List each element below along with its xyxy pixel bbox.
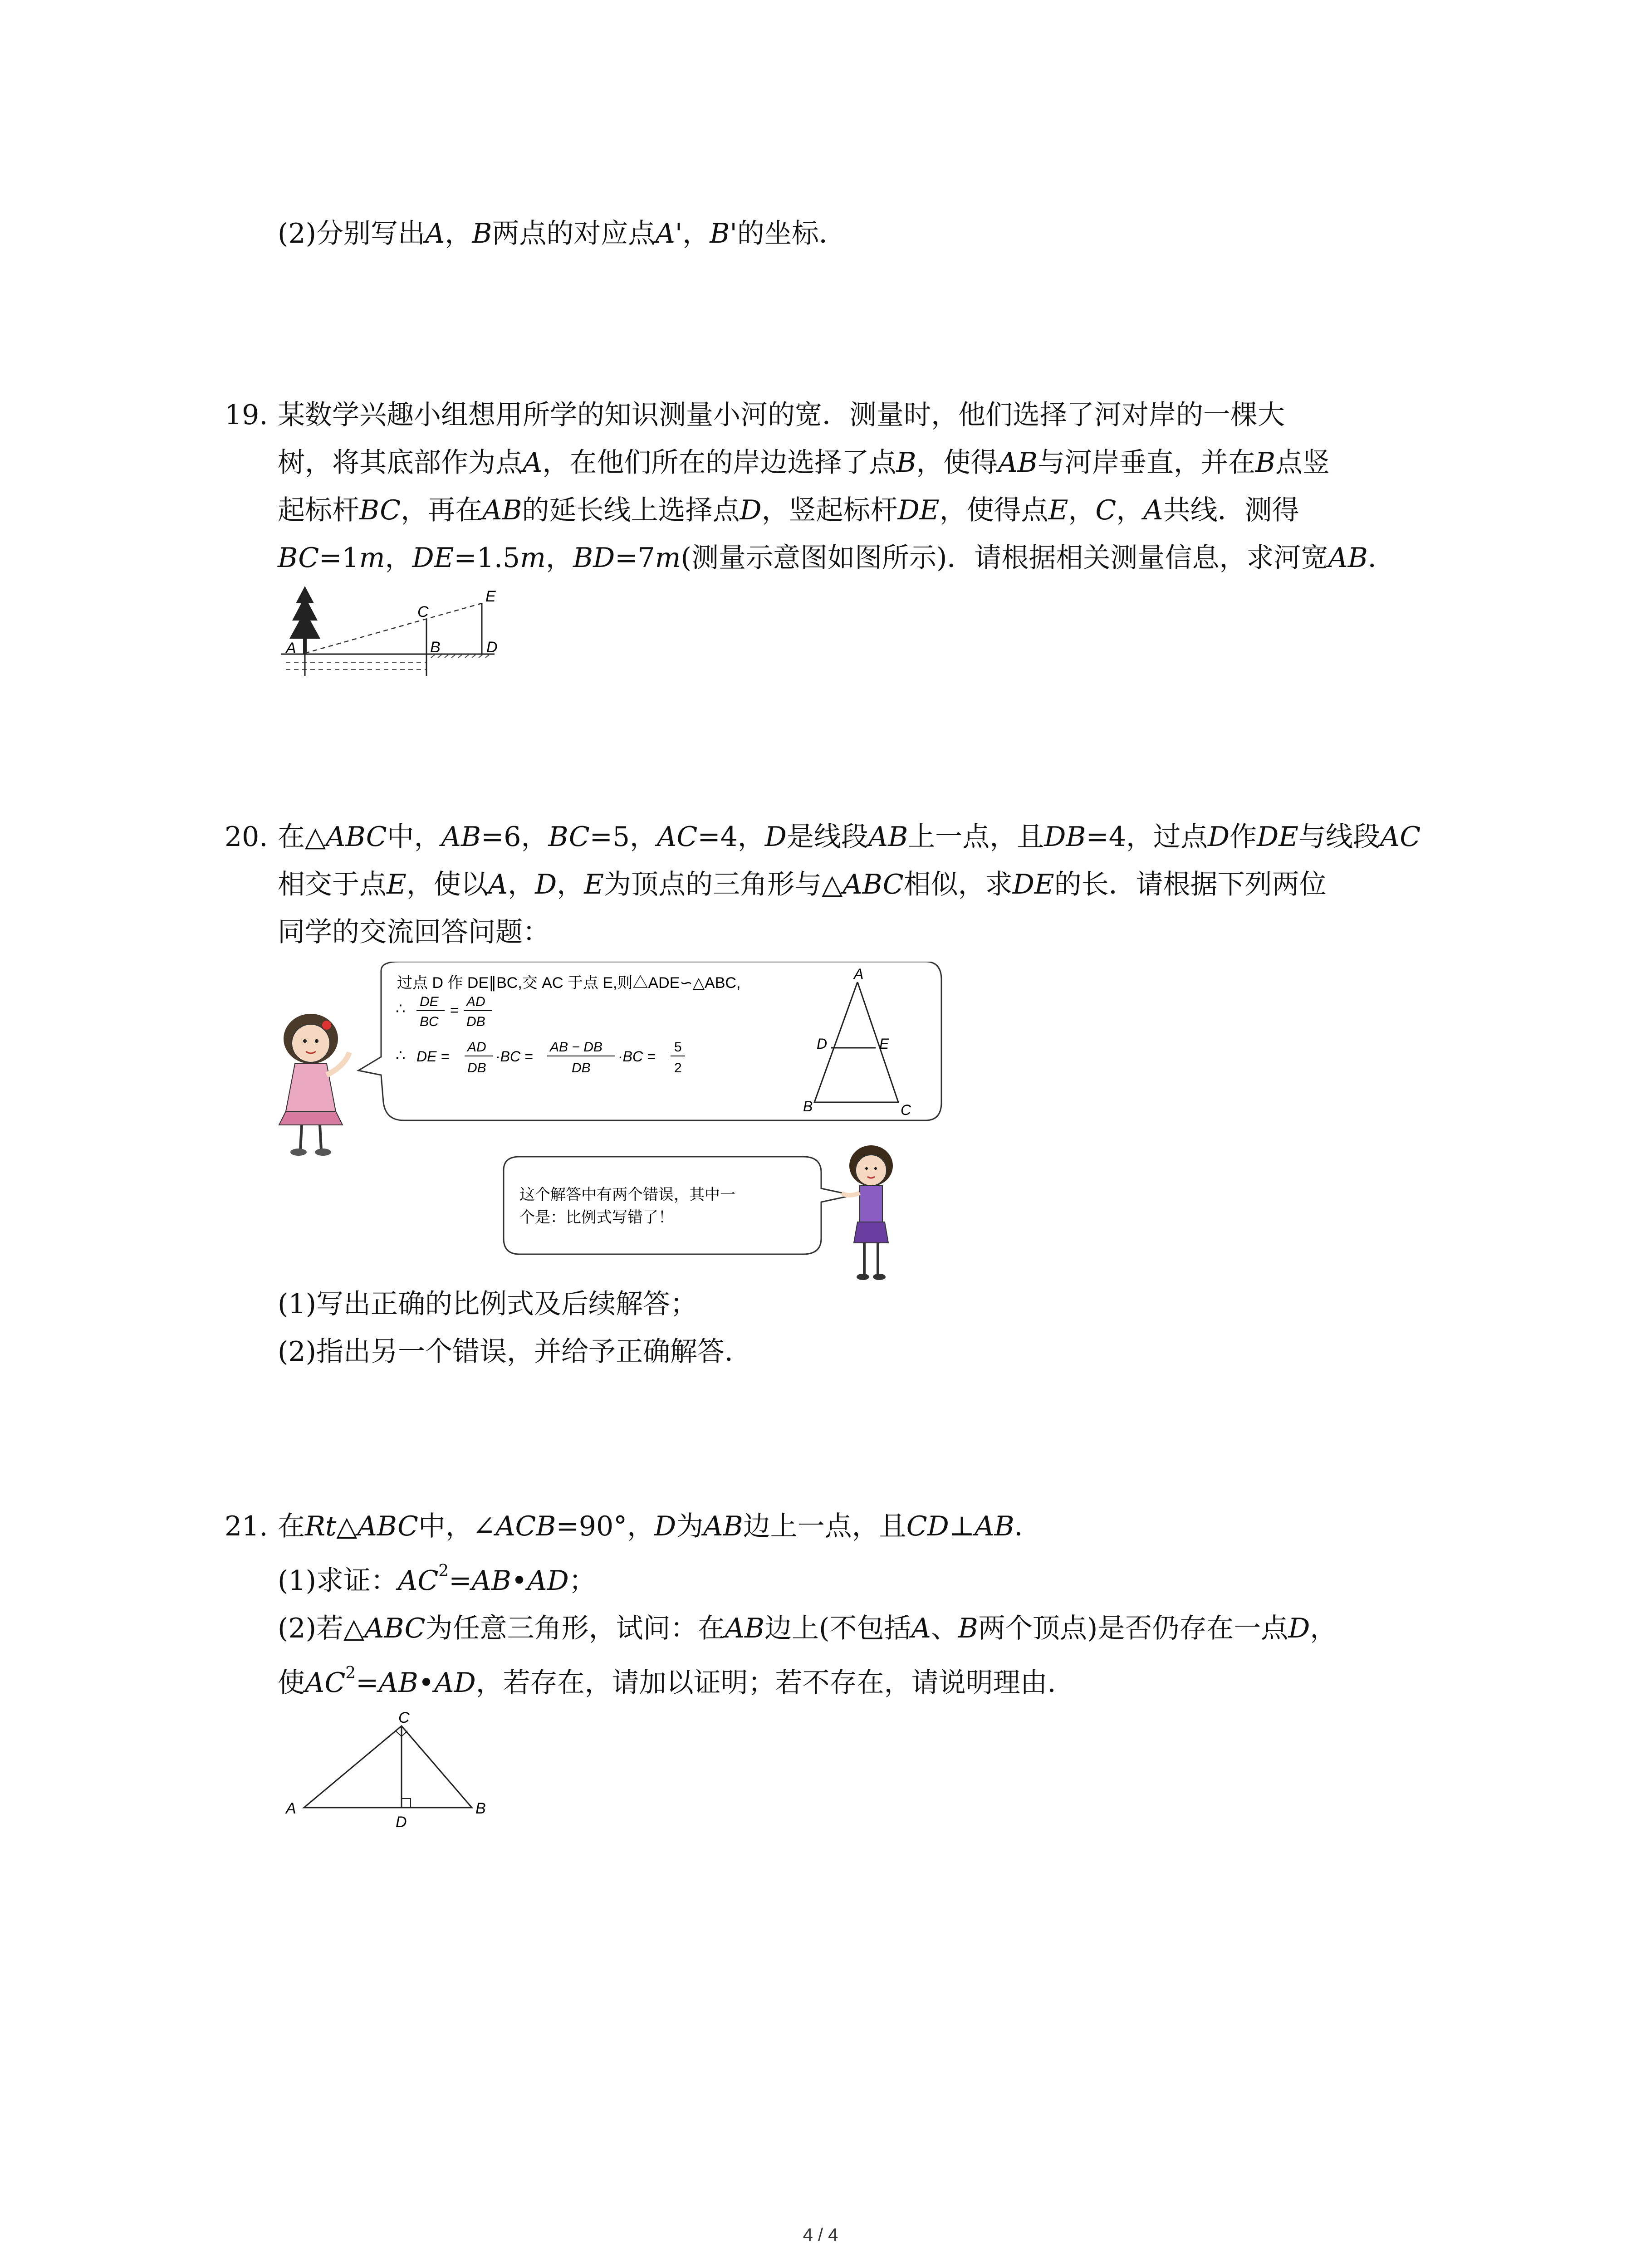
fig21-label-b: B bbox=[475, 1800, 486, 1817]
fig-label-c: C bbox=[417, 603, 429, 621]
q18-part2: (2)分别写出A，B两点的对应点A'，B'的坐标． bbox=[278, 218, 846, 249]
frac2-num: AD bbox=[466, 994, 485, 1009]
fig-label-e: E bbox=[485, 588, 496, 605]
bubble1-line1: 过点 D 作 DE∥BC,交 AC 于点 E,则△ADE∽△ABC, bbox=[397, 974, 741, 992]
girl-cartoon-icon-2 bbox=[842, 1145, 893, 1280]
q21-line-1: 21. 在Rt△ABC中，∠ACB=90°，D为AB边上一点，且CD⊥AB． bbox=[225, 1510, 1042, 1542]
page-number: 4 / 4 bbox=[803, 2225, 838, 2245]
frac1-num: DE bbox=[420, 994, 439, 1009]
q19-line-1: 19. 某数学兴趣小组想用所学的知识测量小河的宽．测量时，他们选择了河对岸的一棵大 bbox=[225, 399, 1285, 431]
fig-label-d: D bbox=[486, 639, 498, 656]
tri-label-b: B bbox=[803, 1098, 813, 1114]
tri-label-a: A bbox=[854, 966, 864, 982]
fig-label-a: A bbox=[286, 640, 296, 657]
tri-label-c: C bbox=[901, 1102, 911, 1118]
frac5-den: 2 bbox=[674, 1061, 682, 1075]
frac3-den: DB bbox=[467, 1061, 486, 1075]
frac2-den: DB bbox=[466, 1014, 485, 1029]
q20-part1: (1)写出正确的比例式及后续解答； bbox=[278, 1288, 697, 1320]
girl-cartoon-icon bbox=[279, 1014, 349, 1156]
bubble2-line2: 个是：比例式写错了！ bbox=[519, 1208, 674, 1227]
q21-right-triangle-figure bbox=[277, 1710, 495, 1837]
de-lhs: DE = bbox=[416, 1048, 450, 1065]
frac4-num: AB − DB bbox=[550, 1040, 603, 1055]
bubble2-line1: 这个解答中有两个错误，其中一 bbox=[519, 1186, 735, 1204]
tri-label-d: D bbox=[817, 1036, 828, 1052]
q20-part2: (2)指出另一个错误，并给予正确解答． bbox=[278, 1336, 752, 1368]
frac4-den: DB bbox=[572, 1061, 591, 1075]
q20-dialogue-figure-2 bbox=[495, 1139, 903, 1288]
tri-label-e: E bbox=[879, 1036, 889, 1052]
q21-part1: (1)求证：$AC^2=AB•AD$； bbox=[278, 1562, 596, 1597]
q20-line-3: 同学的交流回答问题： bbox=[278, 916, 550, 948]
q20-line-1: 20. 在△ABC中，AB=6，BC=5，AC=4，D是线段AB上一点，且DB=4，过点D作DE与线段AC bbox=[225, 821, 1421, 853]
q21-part3: 使$AC^2=AB•AD$，若存在，请加以证明；若不存在，请说明理由． bbox=[278, 1664, 1075, 1699]
fig21-label-c: C bbox=[398, 1710, 410, 1726]
fig-label-b: B bbox=[430, 639, 441, 656]
frac1-den: BC bbox=[420, 1014, 439, 1029]
frac5-num: 5 bbox=[674, 1040, 682, 1055]
q21-part2: (2)若△ABC为任意三角形，试问：在AB边上(不包括A、B两个顶点)是否仍存在一点D， bbox=[278, 1613, 1337, 1644]
fig21-label-a: A bbox=[286, 1800, 296, 1817]
q20-line-2: 相交于点E，使以A，D，E为顶点的三角形与△ABC相似，求DE的长．请根据下列两位 bbox=[278, 869, 1327, 900]
q19-line-4: BC=1m，DE=1.5m，BD=7m(测量示意图如图所示)．请根据相关测量信息，求河宽AB． bbox=[278, 542, 1395, 574]
equals-sign: = bbox=[450, 1002, 459, 1018]
therefore-symbol-2: ∴ bbox=[396, 1047, 406, 1064]
therefore-symbol: ∴ bbox=[396, 1000, 406, 1017]
frac3-num: AD bbox=[467, 1040, 486, 1055]
fig21-label-d: D bbox=[396, 1813, 407, 1831]
q19-line-3: 起标杆BC，再在AB的延长线上选择点D，竖起标杆DE，使得点E，C，A共线．测得 bbox=[278, 494, 1299, 526]
dot-bc-1: ·BC = bbox=[495, 1048, 533, 1065]
dot-bc-2: ·BC = bbox=[618, 1048, 656, 1065]
q19-line-2: 树，将其底部作为点A，在他们所在的岸边选择了点B，使得AB与河岸垂直，并在B点竖 bbox=[278, 447, 1330, 479]
q19-river-figure bbox=[281, 585, 535, 689]
